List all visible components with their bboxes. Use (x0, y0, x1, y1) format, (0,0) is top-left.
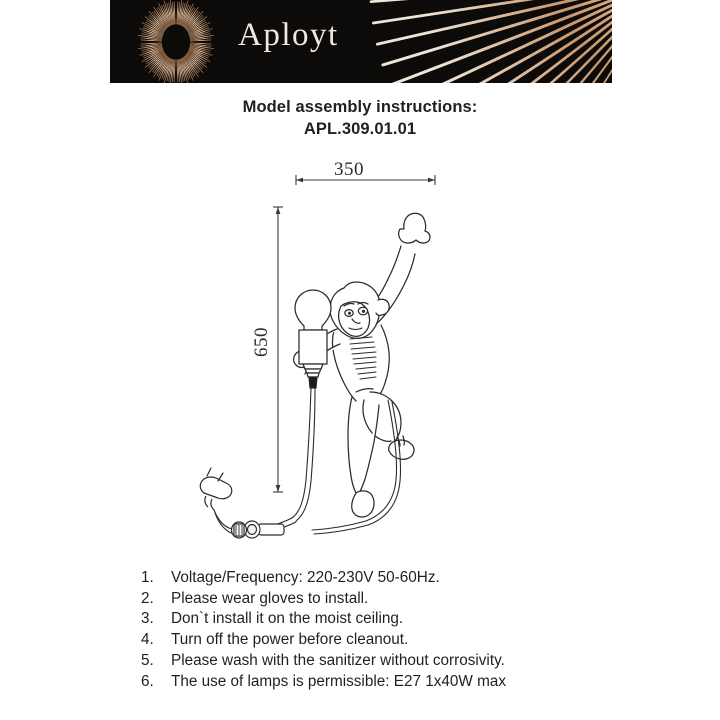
list-item-number: 4. (141, 631, 154, 649)
height-dimension-line (273, 207, 283, 492)
light-bulb-icon (295, 290, 331, 330)
list-item (141, 589, 661, 610)
banner-graphics (110, 0, 612, 83)
model-code: APL.309.01.01 (303, 120, 417, 139)
list-item (141, 609, 661, 630)
list-item (141, 651, 661, 672)
list-item-text: Don`t install it on the moist ceiling. (171, 610, 404, 628)
power-cord-icon (214, 388, 401, 534)
monkey-figure-icon (294, 213, 430, 517)
title-block (0, 96, 720, 141)
brand-wordmark: Aployt (238, 17, 339, 53)
page-title: Model assembly instructions: (242, 98, 478, 116)
list-item (141, 672, 661, 693)
list-item-text: Please wash with the sanitizer without corrosivity. (171, 651, 505, 669)
height-dimension-label: 650 (251, 327, 272, 357)
instructions-list (141, 568, 661, 692)
list-item-text: Voltage/Frequency: 220-230V 50-60Hz. (171, 569, 440, 586)
power-plug-icon (200, 468, 232, 510)
list-item-text: Please wear gloves to install. (171, 589, 369, 607)
list-item (141, 568, 661, 589)
list-item-text: Turn off the power before cleanout. (171, 631, 409, 649)
list-item-number: 3. (141, 610, 154, 628)
list-item-number: 6. (141, 672, 154, 690)
inline-switch-icon (232, 521, 285, 538)
list-item-number: 1. (141, 569, 154, 586)
header-banner (110, 0, 612, 83)
lamp-socket-icon (299, 330, 327, 388)
list-item-number: 5. (141, 651, 154, 669)
list-item (141, 630, 661, 651)
width-dimension-label: 350 (334, 159, 364, 180)
list-item-text: The use of lamps is permissible: E27 1x40W max (171, 672, 506, 690)
list-item-number: 2. (141, 589, 154, 607)
width-dimension-line (296, 175, 435, 185)
